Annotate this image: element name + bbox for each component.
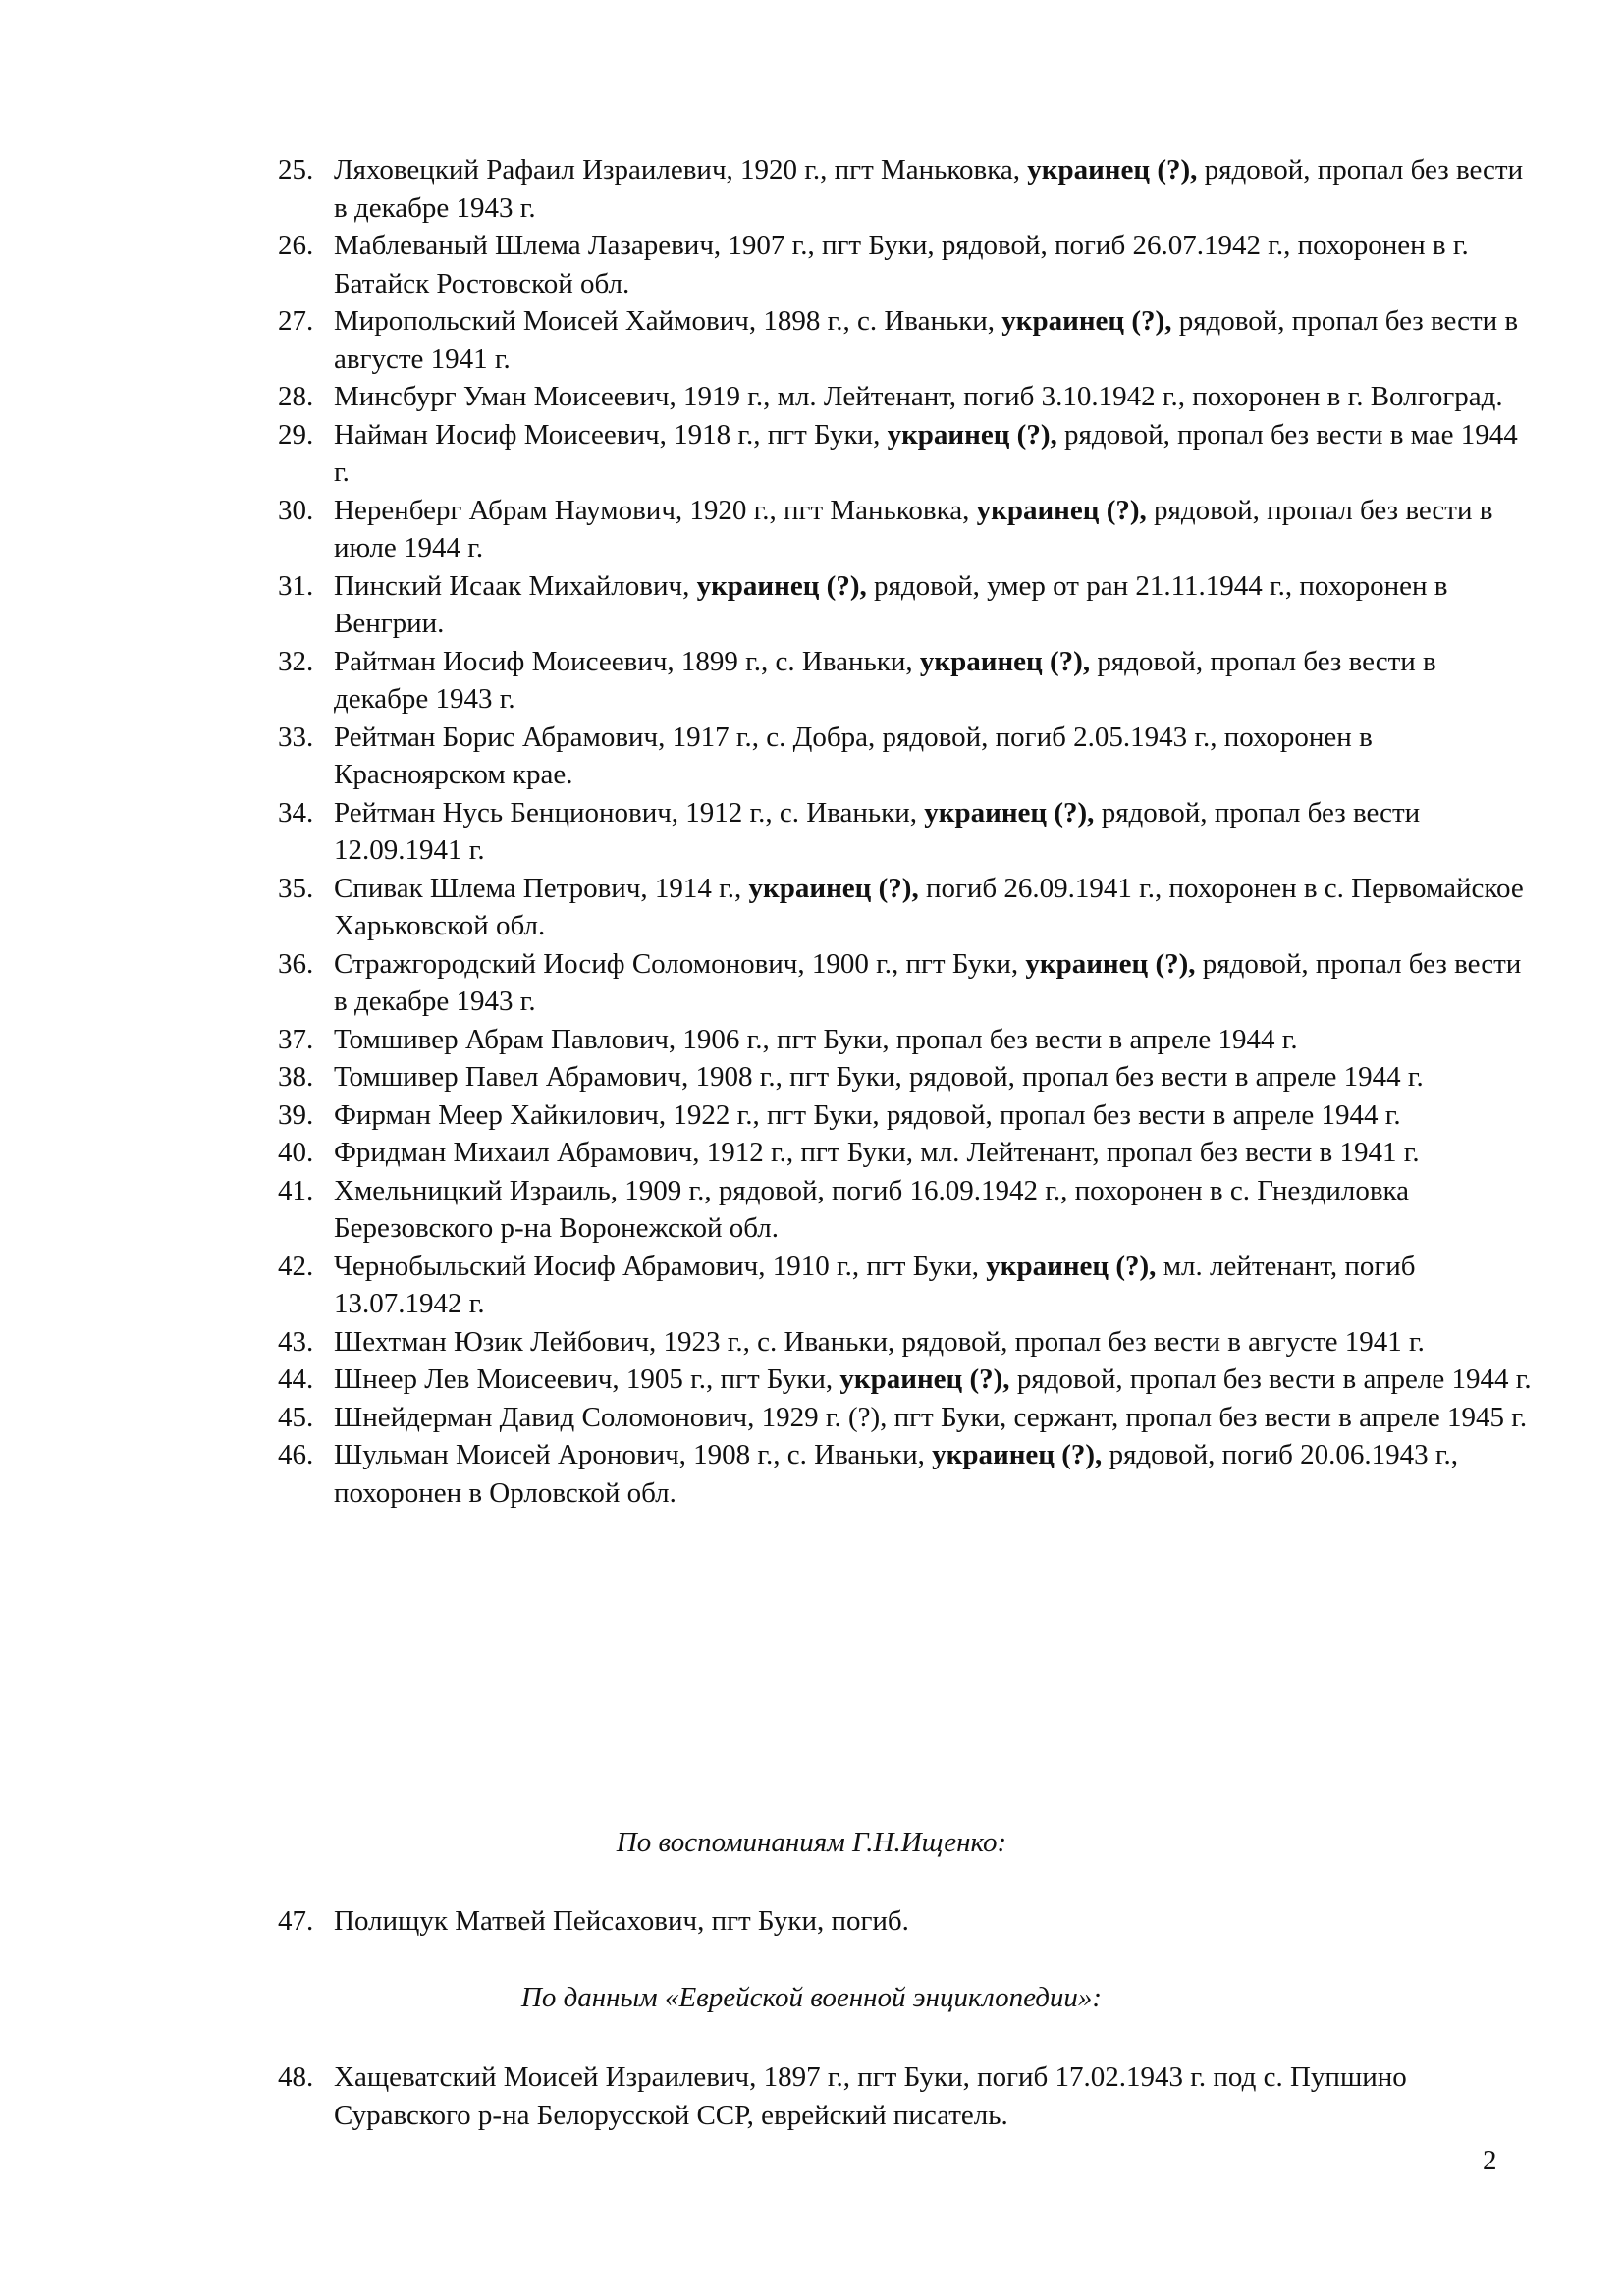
item-number: 26. [278, 230, 314, 261]
list-item [0, 2058, 1532, 2134]
list-item [0, 416, 1532, 492]
nationality-note: украинец (?), [887, 418, 1057, 451]
list-item [0, 1248, 1532, 1323]
item-text: Найман Иосиф Моисеевич, 1918 г., пгт Буки, [334, 418, 888, 451]
item-text: мл. лейтенант, погиб 13.07.1942 г. [334, 1250, 1416, 1319]
list-item [0, 1172, 1532, 1248]
item-text: рядовой, пропал без вести в августе 1941 г. [334, 305, 1519, 375]
item-text: Пинский Исаак Михайлович, [334, 569, 697, 602]
item-number: 30. [278, 494, 314, 526]
source-heading-ishchenko: По воспоминаниям Г.Н.Ищенко: [616, 1827, 1007, 1858]
item-text: Фирман Меер Хайкилович, 1922 г., пгт Буки, рядовой, пропал без вести в апреле 1944 г. [334, 1098, 1401, 1131]
list-item [0, 945, 1532, 1021]
nationality-note: украинец (?), [748, 872, 919, 904]
item-text: рядовой, пропал без вести в мае 1944 г. [334, 418, 1518, 488]
item-text: Миропольский Моисей Хаймович, 1898 г., с. Иваньки, [334, 305, 1002, 337]
list-item [0, 227, 1532, 302]
item-text: Стражгородский Иосиф Соломонович, 1900 г., пгт Буки, [334, 947, 1026, 980]
nationality-note: украинец (?), [932, 1439, 1103, 1470]
item-number: 41. [278, 1174, 314, 1206]
item-text: Рейтман Нусь Бенционович, 1912 г., с. Иваньки, [334, 796, 925, 828]
item-number: 48. [278, 2061, 314, 2093]
item-text: рядовой, пропал без вести в декабре 1943 г. [334, 154, 1524, 224]
item-text: Шехтман Юзик Лейбович, 1923 г., с. Иваньки, рядовой, пропал без вести в августе 1941 г. [334, 1325, 1425, 1358]
list-item [0, 1323, 1532, 1362]
nationality-note: украинец (?), [839, 1363, 1010, 1395]
item-number: 28. [278, 381, 314, 412]
item-text: Хмельницкий Израиль, 1909 г., рядовой, погиб 16.09.1942 г., похоронен в с. Гнездиловка Березовского р-на Воронежской обл. [334, 1174, 1410, 1244]
item-text: рядовой, пропал без вести в апреле 1944 г. [1009, 1363, 1532, 1395]
list-item [0, 151, 1532, 227]
list-item [0, 1399, 1532, 1437]
list-item [0, 870, 1532, 945]
item-number: 47. [278, 1905, 314, 1937]
item-number: 36. [278, 947, 314, 980]
item-text: Фридман Михаил Абрамович, 1912 г., пгт Буки, мл. Лейтенант, пропал без вести в 1941 г. [334, 1137, 1420, 1168]
item-text: Шнейдерман Давид Соломонович, 1929 г. (?), пгт Буки, сержант, пропал без вести в апреле 1945 г. [334, 1401, 1528, 1433]
nationality-note: украинец (?), [1025, 947, 1196, 980]
item-text: рядовой, пропал без вести в июле 1944 г. [334, 494, 1493, 563]
item-text: Томшивер Павел Абрамович, 1908 г., пгт Буки, рядовой, пропал без вести в апреле 1944 г. [334, 1061, 1424, 1093]
list-item [0, 1361, 1532, 1399]
list-item [0, 1058, 1532, 1096]
nationality-note: украинец (?), [1001, 305, 1172, 337]
item-number: 38. [278, 1061, 314, 1093]
nationality-note: украинец (?), [919, 645, 1091, 677]
item-number: 46. [278, 1439, 314, 1470]
item-number: 39. [278, 1098, 314, 1131]
item-text: рядовой, пропал без вести 12.09.1941 г. [334, 796, 1421, 866]
item-number: 29. [278, 418, 314, 451]
item-text: Томшивер Абрам Павлович, 1906 г., пгт Буки, пропал без вести в апреле 1944 г. [334, 1023, 1298, 1055]
item-number: 35. [278, 872, 314, 904]
item-text: Рейтман Борис Абрамович, 1917 г., с. Добра, рядовой, погиб 2.05.1943 г., похоронен в Красноярском крае. [334, 721, 1373, 790]
item-text: Полищук Матвей Пейсахович, пгт Буки, погиб. [334, 1905, 909, 1937]
list-item [0, 302, 1532, 378]
item-number: 43. [278, 1325, 314, 1358]
item-text: рядовой, погиб 20.06.1943 г., похоронен в Орловской обл. [334, 1439, 1458, 1509]
item-number: 25. [278, 154, 314, 186]
item-number: 33. [278, 721, 314, 753]
item-number: 44. [278, 1363, 314, 1395]
item-text: Шульман Моисей Аронович, 1908 г., с. Иваньки, [334, 1439, 933, 1470]
nationality-note: украинец (?), [1027, 154, 1198, 186]
item-text: Чернобыльский Иосиф Абрамович, 1910 г., пгт Буки, [334, 1250, 987, 1282]
source-heading-encyclopedia: По данным «Еврейской военной энциклопедии»: [520, 1982, 1103, 2013]
casualty-list [0, 151, 1532, 1512]
casualty-list-encyclopedia [0, 2058, 1532, 2134]
list-item [0, 1096, 1532, 1135]
item-text: погиб 26.09.1941 г., похоронен в с. Первомайское Харьковской обл. [334, 872, 1524, 941]
item-text: Хащеватский Моисей Израилевич, 1897 г., пгт Буки, погиб 17.02.1943 г. под с. Пупшино Суравского р-на Белорусской ССР, еврейский писатель. [334, 2061, 1407, 2131]
list-item [0, 1134, 1532, 1172]
item-number: 42. [278, 1250, 314, 1282]
item-number: 27. [278, 305, 314, 337]
nationality-note: украинец (?), [986, 1250, 1157, 1282]
list-item [0, 794, 1532, 870]
list-item [0, 643, 1532, 719]
item-number: 31. [278, 569, 314, 602]
item-text: Маблеваный Шлема Лазаревич, 1907 г., пгт Буки, рядовой, погиб 26.07.1942 г., похоронен в г. Батайск Ростовской обл. [334, 230, 1469, 299]
item-number: 45. [278, 1401, 314, 1433]
item-text: Минсбург Уман Моисеевич, 1919 г., мл. Лейтенант, погиб 3.10.1942 г., похоронен в г. Волгоград. [334, 381, 1503, 412]
item-text: Ляховецкий Рафаил Израилевич, 1920 г., пгт Маньковка, [334, 154, 1028, 186]
item-text: рядовой, пропал без вести в декабре 1943 г. [334, 947, 1522, 1017]
list-item [0, 1436, 1532, 1512]
page-number: 2 [1483, 2145, 1497, 2176]
list-item [0, 378, 1532, 416]
item-text: Райтман Иосиф Моисеевич, 1899 г., с. Иваньки, [334, 645, 920, 677]
list-item [0, 567, 1532, 643]
item-text: Шнеер Лев Моисеевич, 1905 г., пгт Буки, [334, 1363, 840, 1395]
item-number: 32. [278, 645, 314, 677]
nationality-note: украинец (?), [924, 796, 1095, 828]
list-item [0, 719, 1532, 794]
nationality-note: украинец (?), [976, 494, 1147, 526]
item-text: Спивак Шлема Петрович, 1914 г., [334, 872, 749, 904]
item-number: 40. [278, 1137, 314, 1168]
item-text: рядовой, умер от ран 21.11.1944 г., похоронен в Венгрии. [334, 569, 1448, 639]
nationality-note: украинец (?), [696, 569, 867, 602]
item-text: Неренберг Абрам Наумович, 1920 г., пгт Маньковка, [334, 494, 977, 526]
item-number: 34. [278, 796, 314, 828]
list-item [0, 492, 1532, 567]
list-item [0, 1902, 1532, 1941]
casualty-list-ishchenko [0, 1902, 1532, 1941]
list-item [0, 1021, 1532, 1059]
item-number: 37. [278, 1023, 314, 1055]
item-text: рядовой, пропал без вести в декабре 1943 г. [334, 645, 1436, 715]
